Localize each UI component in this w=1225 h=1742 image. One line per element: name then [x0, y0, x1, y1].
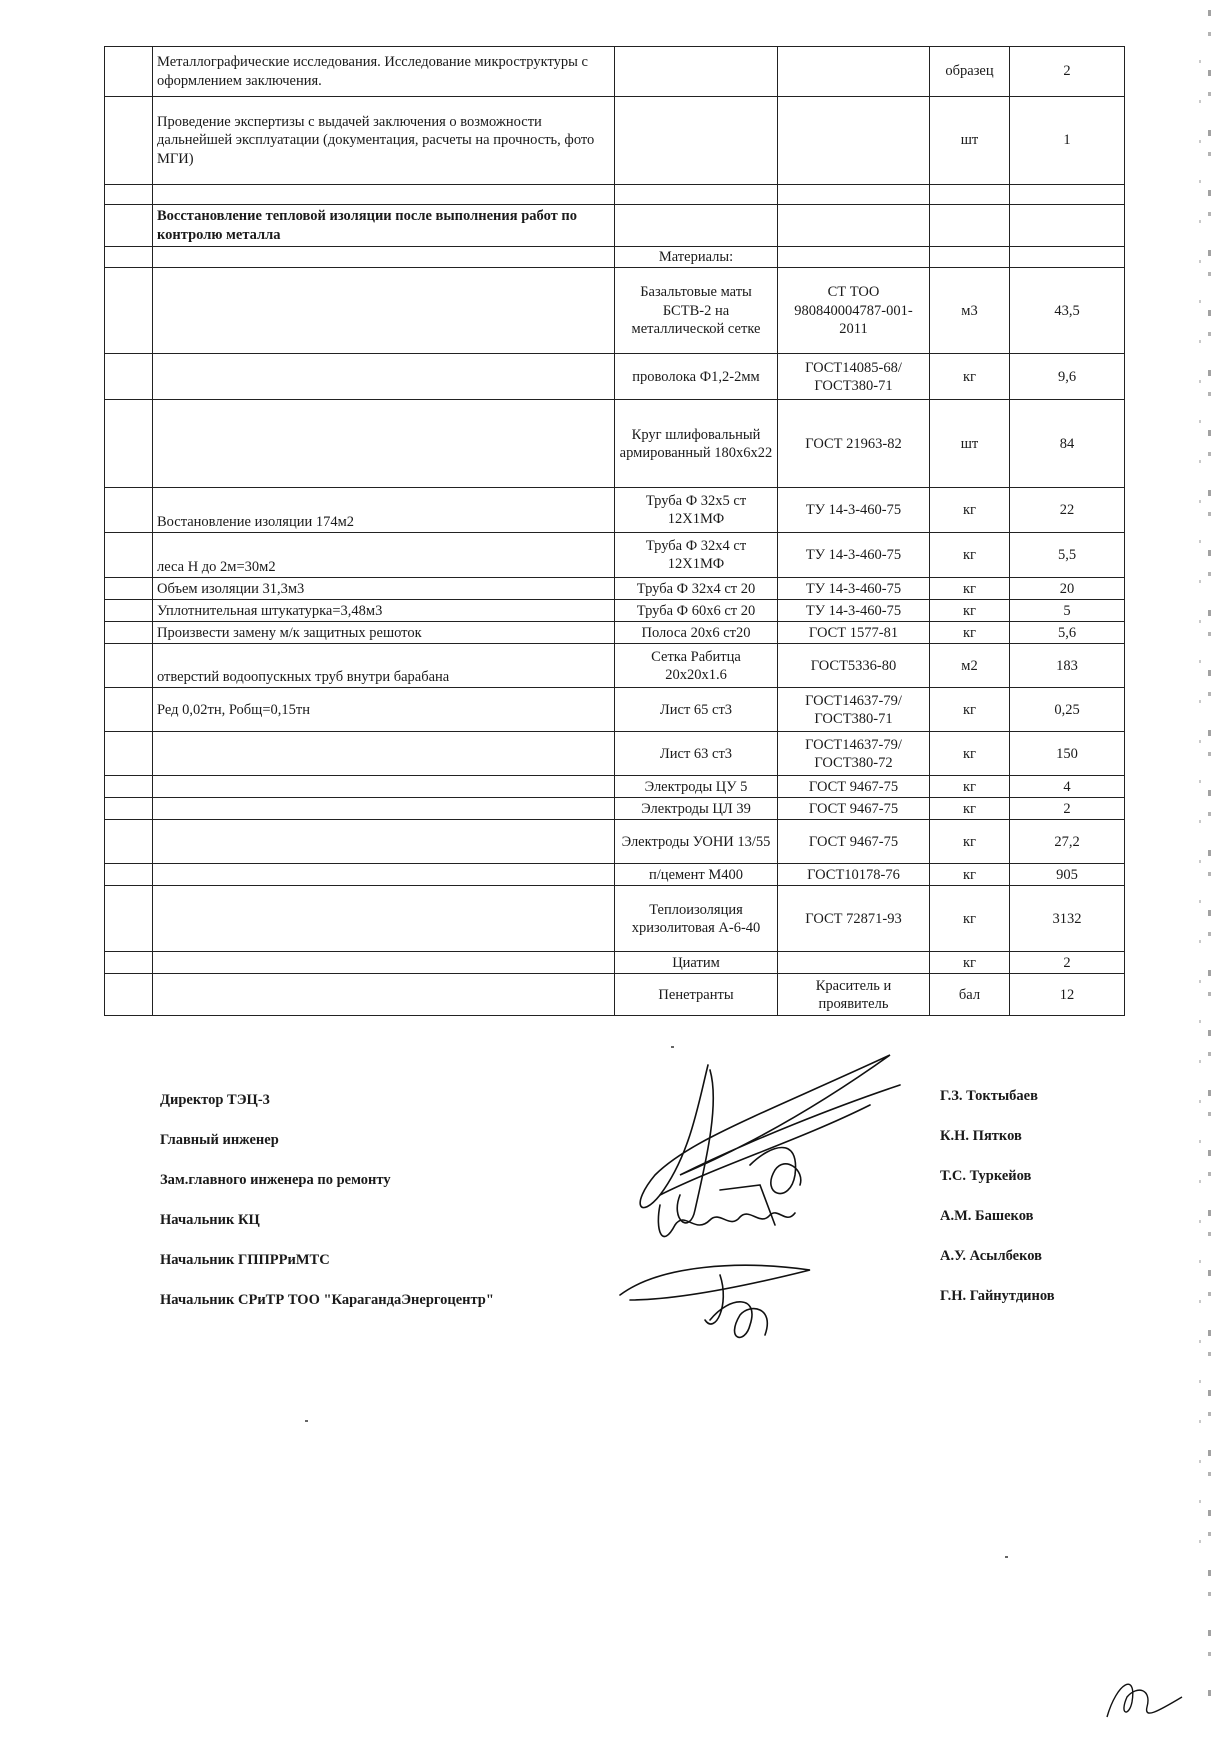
table-row: [105, 886, 1125, 952]
table-row: [105, 47, 1125, 97]
unit-cell: шт: [930, 400, 1010, 488]
quantity-cell: 2: [1010, 47, 1125, 97]
unit-cell: [930, 205, 1010, 247]
material-cell: Сетка Рабитца 20х20х1.6: [615, 644, 778, 688]
signatory-name: Г.З. Токтыбаев: [940, 1088, 1038, 1104]
materials-table: [104, 46, 1125, 1016]
material-cell: Материалы:: [615, 247, 778, 268]
material-cell: Полоса 20х6 ст20: [615, 622, 778, 644]
table-row: [105, 578, 1125, 600]
standard-cell: ГОСТ 9467-75: [778, 798, 930, 820]
table-row: [105, 798, 1125, 820]
scan-edge-artifact-2: [1199, 60, 1201, 1560]
material-cell: Труба Ф 32х4 ст 20: [615, 578, 778, 600]
material-cell: [615, 205, 778, 247]
signature-row: [160, 1288, 1120, 1312]
material-cell: [615, 47, 778, 97]
unit-cell: [930, 247, 1010, 268]
material-cell: Труба Ф 32х5 ст 12Х1МФ: [615, 488, 778, 533]
work-description-cell: отверстий водоопускных труб внутри барабана: [153, 644, 615, 688]
work-description-cell: [153, 400, 615, 488]
standard-cell: СТ ТОО 980840004787-001-2011: [778, 268, 930, 354]
work-description-cell: [153, 185, 615, 205]
standard-cell: [778, 247, 930, 268]
standard-cell: ТУ 14-3-460-75: [778, 600, 930, 622]
work-description-cell: Востановление изоляции 174м2: [153, 488, 615, 533]
table-row: [105, 268, 1125, 354]
scan-speck: [1005, 1556, 1008, 1558]
standard-cell: ГОСТ5336-80: [778, 644, 930, 688]
unit-cell: кг: [930, 952, 1010, 974]
material-cell: проволока Ф1,2-2мм: [615, 354, 778, 400]
material-cell: Электроды УОНИ 13/55: [615, 820, 778, 864]
row-marker-cell: [105, 776, 153, 798]
quantity-cell: 22: [1010, 488, 1125, 533]
unit-cell: м3: [930, 268, 1010, 354]
signature-row: [160, 1208, 1120, 1232]
material-cell: п/цемент М400: [615, 864, 778, 886]
table-row: [105, 205, 1125, 247]
material-cell: [615, 185, 778, 205]
table-row: [105, 185, 1125, 205]
scan-speck: [671, 1046, 674, 1048]
quantity-cell: 5,5: [1010, 533, 1125, 578]
material-cell: Циатим: [615, 952, 778, 974]
table-row: [105, 354, 1125, 400]
row-marker-cell: [105, 97, 153, 185]
work-description-cell: Проведение экспертизы с выдачей заключения о возможности дальнейшей эксплуатации (документация, расчеты на прочность, фото МГИ): [153, 97, 615, 185]
standard-cell: [778, 185, 930, 205]
unit-cell: кг: [930, 533, 1010, 578]
signature-row: [160, 1088, 1120, 1112]
standard-cell: ГОСТ 21963-82: [778, 400, 930, 488]
table-row: [105, 820, 1125, 864]
work-description-cell: леса Н до 2м=30м2: [153, 533, 615, 578]
row-marker-cell: [105, 732, 153, 776]
row-marker-cell: [105, 688, 153, 732]
standard-cell: ТУ 14-3-460-75: [778, 578, 930, 600]
row-marker-cell: [105, 644, 153, 688]
row-marker-cell: [105, 798, 153, 820]
unit-cell: кг: [930, 732, 1010, 776]
material-cell: Электроды ЦЛ 39: [615, 798, 778, 820]
table-row: [105, 247, 1125, 268]
quantity-cell: 183: [1010, 644, 1125, 688]
material-cell: Лист 65 ст3: [615, 688, 778, 732]
table-row: [105, 952, 1125, 974]
work-description-cell: [153, 732, 615, 776]
quantity-cell: 5: [1010, 600, 1125, 622]
unit-cell: бал: [930, 974, 1010, 1016]
unit-cell: кг: [930, 488, 1010, 533]
standard-cell: ГОСТ 1577-81: [778, 622, 930, 644]
row-marker-cell: [105, 886, 153, 952]
row-marker-cell: [105, 533, 153, 578]
unit-cell: образец: [930, 47, 1010, 97]
work-description-cell: [153, 864, 615, 886]
material-cell: Труба Ф 60х6 ст 20: [615, 600, 778, 622]
standard-cell: ГОСТ 9467-75: [778, 776, 930, 798]
standard-cell: Краситель и проявитель: [778, 974, 930, 1016]
row-marker-cell: [105, 247, 153, 268]
table-row: [105, 400, 1125, 488]
work-description-cell: Восстановление тепловой изоляции после выполнения работ по контролю металла: [153, 205, 615, 247]
quantity-cell: 3132: [1010, 886, 1125, 952]
signatory-position: Зам.главного инженера по ремонту: [160, 1172, 391, 1188]
quantity-cell: 27,2: [1010, 820, 1125, 864]
row-marker-cell: [105, 205, 153, 247]
table-row: [105, 533, 1125, 578]
material-cell: Теплоизоляция хризолитовая А-6-40: [615, 886, 778, 952]
row-marker-cell: [105, 47, 153, 97]
quantity-cell: 150: [1010, 732, 1125, 776]
unit-cell: [930, 185, 1010, 205]
quantity-cell: 20: [1010, 578, 1125, 600]
work-description-cell: [153, 354, 615, 400]
signature-row: [160, 1248, 1120, 1272]
row-marker-cell: [105, 952, 153, 974]
work-description-cell: [153, 886, 615, 952]
table-row: [105, 97, 1125, 185]
work-description-cell: [153, 820, 615, 864]
page-initial-mark: [1097, 1667, 1187, 1722]
unit-cell: кг: [930, 354, 1010, 400]
quantity-cell: 12: [1010, 974, 1125, 1016]
row-marker-cell: [105, 578, 153, 600]
work-description-cell: Произвести замену м/к защитных решоток: [153, 622, 615, 644]
row-marker-cell: [105, 354, 153, 400]
unit-cell: кг: [930, 798, 1010, 820]
quantity-cell: 0,25: [1010, 688, 1125, 732]
work-description-cell: Объем изоляции 31,3м3: [153, 578, 615, 600]
material-cell: Базальтовые маты БСТВ-2 на металлической сетке: [615, 268, 778, 354]
quantity-cell: 1: [1010, 97, 1125, 185]
row-marker-cell: [105, 268, 153, 354]
row-marker-cell: [105, 488, 153, 533]
unit-cell: кг: [930, 820, 1010, 864]
materials-table-body: [105, 47, 1125, 1016]
signatory-name: А.У. Асылбеков: [940, 1248, 1043, 1264]
material-cell: [615, 97, 778, 185]
row-marker-cell: [105, 600, 153, 622]
material-cell: Пенетранты: [615, 974, 778, 1016]
standard-cell: [778, 47, 930, 97]
row-marker-cell: [105, 622, 153, 644]
material-cell: Лист 63 ст3: [615, 732, 778, 776]
signatory-name: А.М. Башеков: [940, 1208, 1034, 1224]
signatory-name: Г.Н. Гайнутдинов: [940, 1288, 1055, 1304]
work-description-cell: [153, 247, 615, 268]
work-description-cell: [153, 974, 615, 1016]
row-marker-cell: [105, 864, 153, 886]
signatory-position: Главный инженер: [160, 1132, 279, 1148]
standard-cell: ТУ 14-3-460-75: [778, 488, 930, 533]
standard-cell: ГОСТ10178-76: [778, 864, 930, 886]
signatory-position: Директор ТЭЦ-3: [160, 1092, 270, 1108]
signature-row: [160, 1168, 1120, 1192]
table-row: [105, 488, 1125, 533]
quantity-cell: 905: [1010, 864, 1125, 886]
unit-cell: кг: [930, 886, 1010, 952]
table-row: [105, 776, 1125, 798]
signatory-name: Т.С. Туркейов: [940, 1168, 1032, 1184]
table-row: [105, 600, 1125, 622]
quantity-cell: 4: [1010, 776, 1125, 798]
material-cell: Труба Ф 32х4 ст 12Х1МФ: [615, 533, 778, 578]
quantity-cell: [1010, 185, 1125, 205]
unit-cell: кг: [930, 864, 1010, 886]
quantity-cell: 9,6: [1010, 354, 1125, 400]
table-row: [105, 864, 1125, 886]
unit-cell: м2: [930, 644, 1010, 688]
row-marker-cell: [105, 974, 153, 1016]
standard-cell: ГОСТ14637-79/ГОСТ380-71: [778, 688, 930, 732]
table-row: [105, 622, 1125, 644]
material-cell: Круг шлифовальный армированный 180х6х22: [615, 400, 778, 488]
standard-cell: ГОСТ 9467-75: [778, 820, 930, 864]
row-marker-cell: [105, 185, 153, 205]
unit-cell: шт: [930, 97, 1010, 185]
standard-cell: [778, 97, 930, 185]
quantity-cell: 84: [1010, 400, 1125, 488]
standard-cell: ТУ 14-3-460-75: [778, 533, 930, 578]
work-description-cell: [153, 798, 615, 820]
scan-edge-artifact: [1208, 10, 1211, 1710]
row-marker-cell: [105, 820, 153, 864]
quantity-cell: 2: [1010, 952, 1125, 974]
quantity-cell: 2: [1010, 798, 1125, 820]
unit-cell: кг: [930, 776, 1010, 798]
signatory-position: Начальник СРиТР ТОО "КарагандаЭнергоцентр": [160, 1292, 494, 1308]
signatory-position: Начальник ГППРРиМТС: [160, 1252, 330, 1268]
signatory-position: Начальник КЦ: [160, 1212, 260, 1228]
work-description-cell: Уплотнительная штукатурка=3,48м3: [153, 600, 615, 622]
table-row: [105, 688, 1125, 732]
unit-cell: кг: [930, 578, 1010, 600]
table-row: [105, 644, 1125, 688]
quantity-cell: 5,6: [1010, 622, 1125, 644]
work-description-cell: Металлографические исследования. Исследование микроструктуры с оформлением заключения.: [153, 47, 615, 97]
work-description-cell: [153, 952, 615, 974]
standard-cell: ГОСТ14637-79/ГОСТ380-72: [778, 732, 930, 776]
unit-cell: кг: [930, 600, 1010, 622]
scan-speck: [305, 1420, 308, 1422]
table-row: [105, 974, 1125, 1016]
table-row: [105, 732, 1125, 776]
unit-cell: кг: [930, 688, 1010, 732]
work-description-cell: Ред 0,02тн, Робщ=0,15тн: [153, 688, 615, 732]
unit-cell: кг: [930, 622, 1010, 644]
work-description-cell: [153, 776, 615, 798]
standard-cell: ГОСТ14085-68/ГОСТ380-71: [778, 354, 930, 400]
standard-cell: [778, 952, 930, 974]
quantity-cell: 43,5: [1010, 268, 1125, 354]
quantity-cell: [1010, 247, 1125, 268]
work-description-cell: [153, 268, 615, 354]
quantity-cell: [1010, 205, 1125, 247]
standard-cell: ГОСТ 72871-93: [778, 886, 930, 952]
signatory-name: К.Н. Пятков: [940, 1128, 1022, 1144]
signature-row: [160, 1128, 1120, 1152]
material-cell: Электроды ЦУ 5: [615, 776, 778, 798]
row-marker-cell: [105, 400, 153, 488]
standard-cell: [778, 205, 930, 247]
